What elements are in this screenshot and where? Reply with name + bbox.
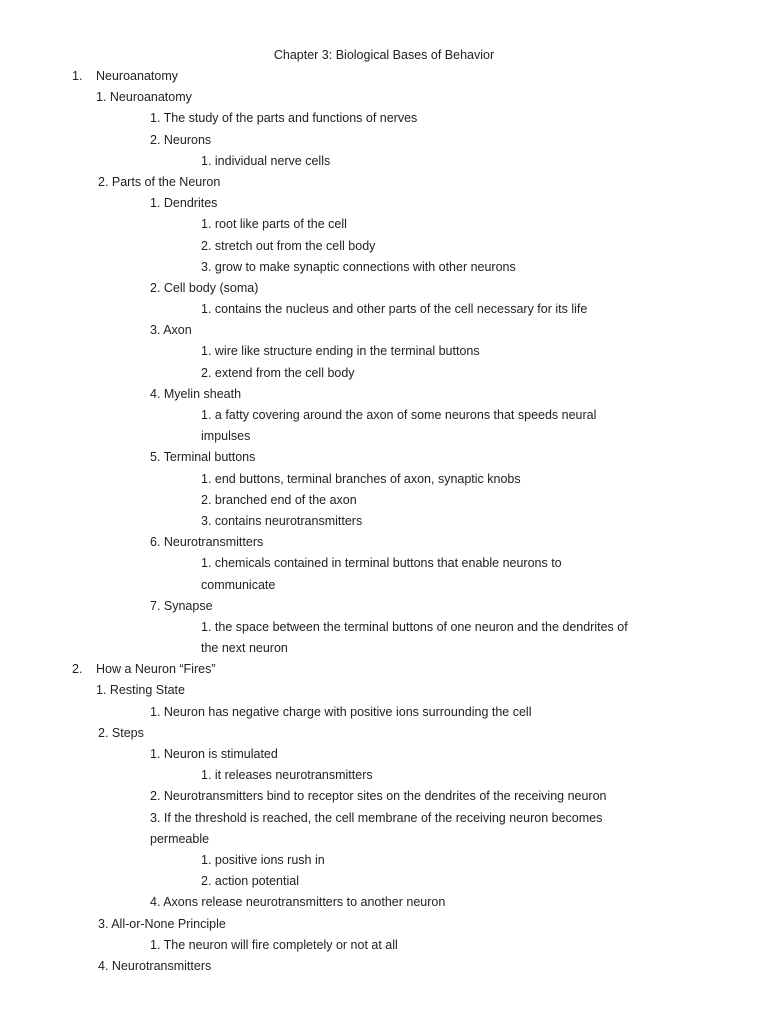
- outline-item-level-2: [0, 808, 768, 829]
- outline-item-text: 3. All-or-None Principle: [98, 916, 226, 931]
- outline-item-level-2: [0, 532, 768, 553]
- outline-item-text: 3. Axon: [150, 323, 192, 338]
- outline-item-text: 1. chemicals contained in terminal buttons that enable neurons to: [201, 556, 562, 571]
- outline-item-level-3: [0, 214, 768, 235]
- outline-item-level-3: [0, 299, 768, 320]
- outline-item-text: 2. action potential: [201, 874, 299, 889]
- outline-item-level-2: [0, 320, 768, 341]
- outline-item-level-3: [0, 236, 768, 257]
- outline-item-text: Neuroanatomy: [96, 69, 178, 83]
- outline-item-text: 1. Dendrites: [150, 196, 218, 211]
- outline-item-level-2: [0, 892, 768, 913]
- outline-item-text: 1. Neuron is stimulated: [150, 747, 278, 761]
- outline-item-level-2: [0, 447, 768, 468]
- outline-item-level-2: [0, 278, 768, 299]
- outline-item-level-2: [0, 935, 768, 956]
- outline-item-text: 1. the space between the terminal buttons of one neuron and the dendrites of: [201, 619, 628, 634]
- outline-item-text: 4. Neurotransmitters: [98, 958, 212, 973]
- outline-item-text: 4. Axons release neurotransmitters to another neuron: [150, 895, 446, 910]
- outline-item-level-0: [0, 66, 768, 87]
- outline-item-level-2: [0, 193, 768, 214]
- outline-item-text: 2. Neurons: [150, 132, 212, 147]
- outline-item-text: 1. Resting State: [96, 683, 185, 698]
- outline-item-text: the next neuron: [201, 641, 288, 656]
- outline-item-level-3: [0, 765, 768, 786]
- outline-item-level-0: [0, 659, 768, 680]
- outline-item-level-3: [0, 850, 768, 871]
- outline-item-level-1: [0, 723, 768, 744]
- outline-item-text: impulses: [201, 429, 251, 444]
- outline-item-text: 2. Neurotransmitters bind to receptor sites on the dendrites of the receiving neuron: [150, 789, 607, 804]
- outline-item-text: 3. If the threshold is reached, the cell membrane of the receiving neuron becomes: [150, 810, 603, 825]
- outline-item-text: 2. extend from the cell body: [201, 365, 355, 380]
- outline-item-level-3: [0, 469, 768, 490]
- outline-item-text: 1. end buttons, terminal branches of axon, synaptic knobs: [201, 471, 521, 486]
- outline-item-level-3: [0, 511, 768, 532]
- outline-item-text: 1. contains the nucleus and other parts of the cell necessary for its life: [201, 302, 588, 317]
- outline-item-text: 4. Myelin sheath: [150, 386, 242, 401]
- outline-item-level-1: [0, 956, 768, 977]
- outline-item-number: 1.: [72, 69, 83, 83]
- outline-item-level-2: [0, 786, 768, 807]
- outline-item-level-1: [0, 914, 768, 935]
- outline-item-text: 1. it releases neurotransmitters: [201, 768, 373, 783]
- document-title: Chapter 3: Biological Bases of Behavior: [273, 48, 495, 62]
- outline-item-text: 2. stretch out from the cell body: [201, 238, 376, 253]
- outline-item-text: 5. Terminal buttons: [150, 450, 256, 465]
- outline-item-level-3: [0, 426, 768, 447]
- outline-item-text: 2. Parts of the Neuron: [98, 174, 221, 189]
- outline-item-text: 1. wire like structure ending in the terminal buttons: [201, 344, 480, 359]
- outline-item-level-3: [0, 341, 768, 362]
- outline-item-level-3: [0, 638, 768, 659]
- outline-item-text: communicate: [201, 577, 276, 592]
- outline-item-text: 3. contains neurotransmitters: [201, 513, 363, 528]
- outline-item-level-3: [0, 553, 768, 574]
- outline-item-level-2: [0, 108, 768, 129]
- outline-item-level-3: [0, 257, 768, 278]
- outline-item-level-3: [0, 363, 768, 384]
- outline-item-text: 2. Cell body (soma): [150, 280, 259, 295]
- outline-item-text: 1. a fatty covering around the axon of some neurons that speeds neural: [201, 408, 597, 422]
- outline-item-text: 1. Neuron has negative charge with positive ions surrounding the cell: [150, 704, 532, 719]
- outline-item-text: permeable: [150, 831, 210, 846]
- outline-item-level-3: [0, 617, 768, 638]
- outline-item-level-2: [0, 596, 768, 617]
- outline-item-level-3: [0, 405, 768, 426]
- outline-item-text: 1. root like parts of the cell: [201, 217, 347, 232]
- outline-item-level-2: [0, 829, 768, 850]
- outline-item-level-1: [0, 87, 768, 108]
- outline-item-level-3: [0, 490, 768, 511]
- outline-item-text: How a Neuron “Fires”: [96, 662, 216, 677]
- outline-item-text: 1. The neuron will fire completely or not at all: [150, 937, 398, 952]
- outline-item-level-1: [0, 680, 768, 701]
- outline-item-level-3: [0, 871, 768, 892]
- outline-item-text: 6. Neurotransmitters: [150, 535, 264, 550]
- outline-item-text: 3. grow to make synaptic connections with other neurons: [201, 259, 516, 274]
- outline-item-text: 1. individual nerve cells: [201, 153, 331, 168]
- outline-item-level-3: [0, 151, 768, 172]
- outline-list: [0, 66, 768, 977]
- outline-item-level-2: [0, 744, 768, 765]
- outline-item-level-3: [0, 575, 768, 596]
- outline-item-text: 1. positive ions rush in: [201, 852, 325, 867]
- outline-item-text: 1. The study of the parts and functions of nerves: [150, 111, 418, 126]
- outline-item-text: 2. Steps: [98, 725, 144, 740]
- outline-item-level-2: [0, 702, 768, 723]
- outline-item-level-2: [0, 130, 768, 151]
- outline-item-text: 2. branched end of the axon: [201, 492, 357, 507]
- outline-item-level-2: [0, 384, 768, 405]
- outline-item-number: 2.: [72, 662, 83, 677]
- outline-item-text: 7. Synapse: [150, 598, 213, 613]
- outline-item-level-1: [0, 172, 768, 193]
- outline-item-text: 1. Neuroanatomy: [96, 90, 192, 105]
